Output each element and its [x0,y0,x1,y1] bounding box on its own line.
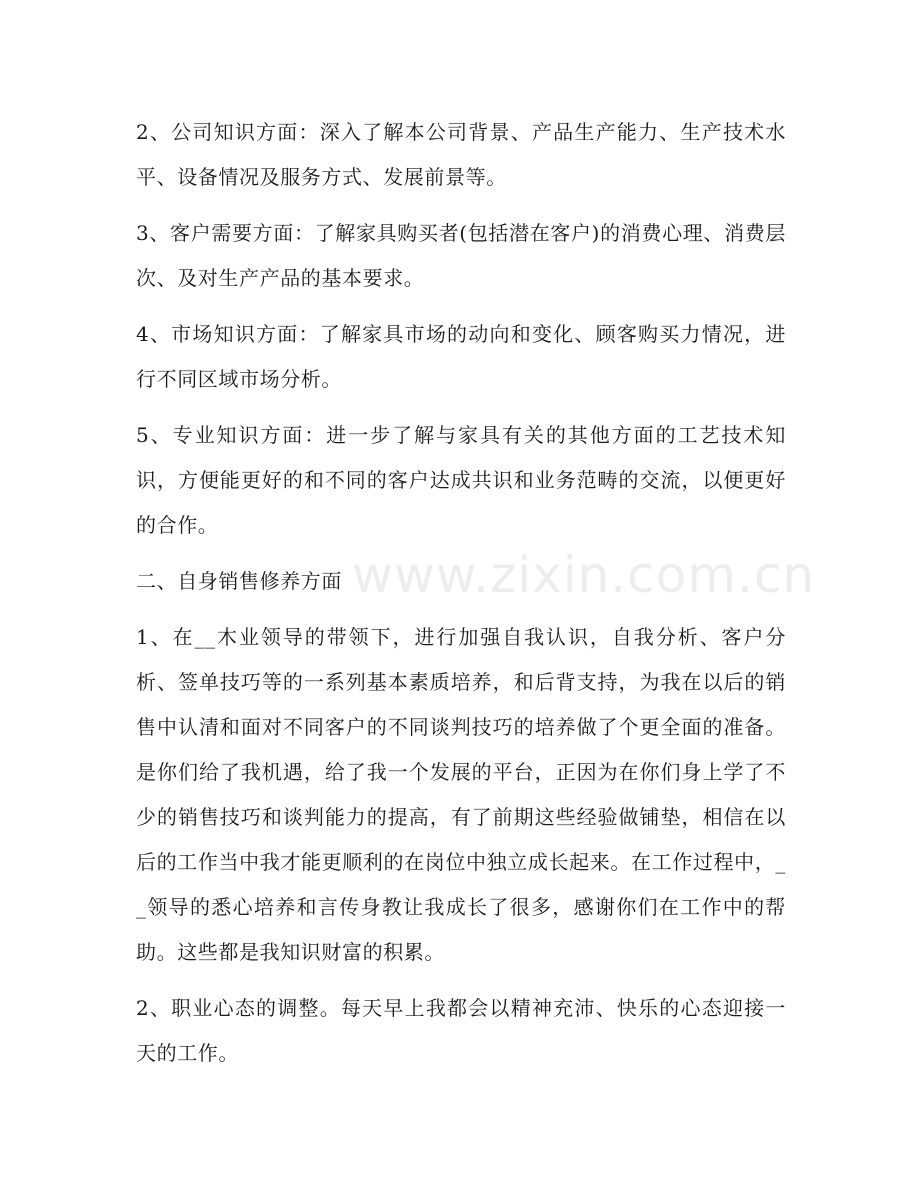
section-heading-sales-cultivation: 二、自身销售修养方面 [136,569,342,593]
paragraph-leadership-training: 1、在__木业领导的带领下，进行加强自我认识，自我分析、客户分析、签单技巧等的一系列基本素质培养，和后背支持，为我在以后的销售中认清和面对不同客户的不同谈判技巧的培养做了个更全面的准备。是你们给了我机遇，给了我一个发展的平台，正因为在你们身上学了不少的销售技巧和谈判能力的提高，有了前期这些经验做铺垫，相信在以后的工作当中我才能更顺利的在岗位中独立成长起来。在工作过程中，__领导的悉心培养和言传身教让我成长了很多，感谢你们在工作中的帮助。这些都是我知识财富的积累。 [136,625,786,964]
watermark: www.zixin.com.cn [352,546,816,604]
paragraph-market-knowledge: 4、市场知识方面：了解家具市场的动向和变化、顾客购买力情况，进行不同区域市场分析。 [136,322,786,391]
paragraph-company-knowledge: 2、公司知识方面：深入了解本公司背景、产品生产能力、生产技术水平、设备情况及服务方式、发展前景等。 [136,120,786,189]
paragraph-professional-knowledge: 5、专业知识方面：进一步了解与家具有关的其他方面的工艺技术知识，方便能更好的和不同的客户达成共识和业务范畴的交流，以便更好的合作。 [136,423,786,537]
document-body [136,110,786,1087]
paragraph-professional-attitude: 2、职业心态的调整。每天早上我都会以精神充沛、快乐的心态迎接一天的工作。 [136,996,786,1065]
paragraph-customer-needs: 3、客户需要方面：了解家具购买者(包括潜在客户)的消费心理、消费层次、及对生产产品的基本要求。 [136,221,786,290]
